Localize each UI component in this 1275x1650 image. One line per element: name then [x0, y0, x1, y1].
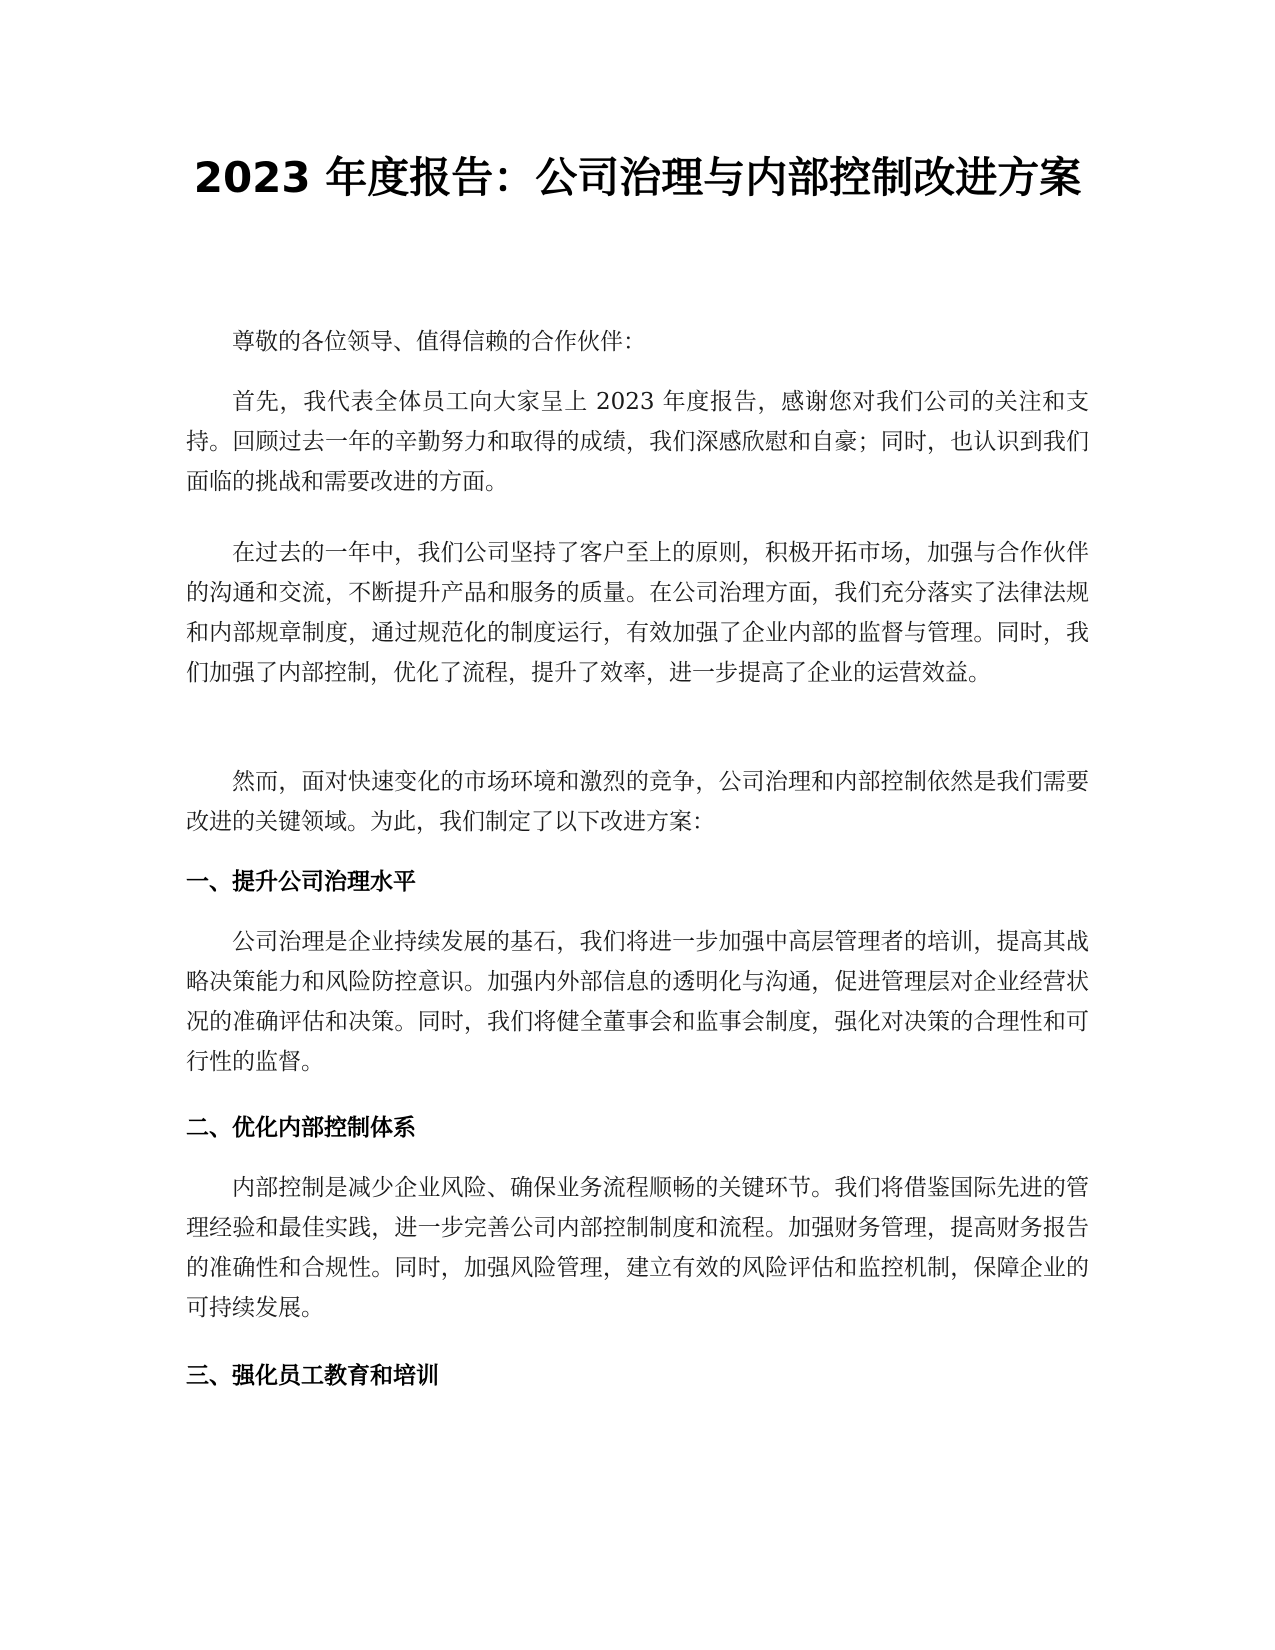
intro-paragraph: 首先，我代表全体员工向大家呈上 2023 年度报告，感谢您对我们公司的关注和支持。回顾过去一年的辛勤努力和取得的成绩，我们深感欣慰和自豪；同时，也认识到我们面临的挑战和需要改进的方面。	[186, 389, 1089, 495]
section-body-governance: 公司治理是企业持续发展的基石，我们将进一步加强中高层管理者的培训，提高其战略决策能力和风险防控意识。加强内外部信息的透明化与沟通，促进管理层对企业经营状况的准确评估和决策。同时，我们将健全董事会和监事会制度，强化对决策的合理性和可行性的监督。	[186, 929, 1089, 1075]
greeting-paragraph: 尊敬的各位领导、值得信赖的合作伙伴：	[232, 329, 646, 355]
document-title: 2023 年度报告：公司治理与内部控制改进方案	[193, 153, 1082, 202]
section-heading-training: 三、强化员工教育和培训	[186, 1363, 439, 1389]
section-heading-internal-control: 二、优化内部控制体系	[186, 1115, 416, 1141]
section-body-internal-control: 内部控制是减少企业风险、确保业务流程顺畅的关键环节。我们将借鉴国际先进的管理经验和最佳实践，进一步完善公司内部控制制度和流程。加强财务管理，提高财务报告的准确性和合规性。同时，加强风险管理，建立有效的风险评估和监控机制，保障企业的可持续发展。	[186, 1175, 1089, 1321]
improvement-intro-paragraph: 然而，面对快速变化的市场环境和激烈的竞争，公司治理和内部控制依然是我们需要改进的关键领域。为此，我们制定了以下改进方案：	[186, 769, 1089, 835]
section-heading-governance: 一、提升公司治理水平	[186, 869, 416, 895]
review-paragraph: 在过去的一年中，我们公司坚持了客户至上的原则，积极开拓市场，加强与合作伙伴的沟通和交流，不断提升产品和服务的质量。在公司治理方面，我们充分落实了法律法规和内部规章制度，通过规范化的制度运行，有效加强了企业内部的监督与管理。同时，我们加强了内部控制，优化了流程，提升了效率，进一步提高了企业的运营效益。	[186, 540, 1089, 686]
